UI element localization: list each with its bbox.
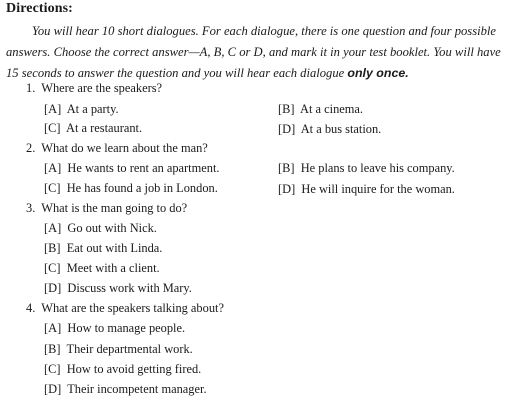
option-letter: A bbox=[48, 102, 58, 116]
question-text: What do we learn about the man? bbox=[41, 141, 208, 155]
option-2d[interactable]: [D] He will inquire for the woman. bbox=[278, 182, 455, 196]
option-text: He wants to rent an apartment. bbox=[67, 161, 220, 175]
option-4c[interactable]: [C] How to avoid getting fired. bbox=[44, 362, 202, 376]
question-text: What is the man going to do? bbox=[41, 201, 188, 215]
option-text: At a cinema. bbox=[300, 102, 364, 116]
option-text: Eat out with Linda. bbox=[66, 241, 163, 255]
option-letter: D bbox=[48, 382, 58, 396]
option-text: Their departmental work. bbox=[66, 342, 193, 356]
option-letter: C bbox=[48, 121, 57, 135]
question-number: 1. bbox=[26, 81, 36, 95]
option-letter: A bbox=[48, 221, 58, 235]
question-4 bbox=[26, 301, 224, 316]
option-text: How to manage people. bbox=[67, 321, 186, 335]
option-text: He has found a job in London. bbox=[66, 181, 218, 195]
option-text: At a restaurant. bbox=[66, 121, 143, 135]
question-number: 3. bbox=[26, 201, 36, 215]
option-2c[interactable]: [C] He has found a job in London. bbox=[44, 181, 218, 195]
option-letter: B bbox=[48, 342, 57, 356]
option-1d[interactable]: [D] At a bus station. bbox=[278, 122, 382, 136]
option-1b[interactable]: [B] At a cinema. bbox=[278, 102, 364, 116]
directions-heading: Directions: bbox=[6, 1, 73, 16]
question-1 bbox=[26, 81, 162, 96]
option-letter: D bbox=[282, 182, 292, 196]
question-number: 4. bbox=[26, 301, 36, 315]
option-text: He plans to leave his company. bbox=[300, 161, 455, 175]
option-4b[interactable]: [B] Their departmental work. bbox=[44, 342, 193, 356]
option-3d[interactable]: [D] Discuss work with Mary. bbox=[44, 281, 192, 295]
option-letter: A bbox=[48, 161, 58, 175]
question-text: What are the speakers talking about? bbox=[41, 301, 224, 315]
option-letter: C bbox=[48, 362, 57, 376]
directions-body: You will hear 10 short dialogues. For each dialogue, there is one question and four possible answers. Choose the correct answer—A, B, C or D, and mark it in your test booklet. You will have 15 seconds to answer the question and you will hear each dialogue bbox=[6, 24, 501, 80]
option-text: Their incompetent manager. bbox=[67, 382, 207, 396]
option-2b[interactable]: [B] He plans to leave his company. bbox=[278, 161, 455, 175]
option-text: At a bus station. bbox=[300, 122, 382, 136]
directions-text bbox=[6, 21, 502, 84]
option-3c[interactable]: [C] Meet with a client. bbox=[44, 261, 160, 275]
option-text: Discuss work with Mary. bbox=[67, 281, 192, 295]
option-letter: A bbox=[48, 321, 58, 335]
option-text: How to avoid getting fired. bbox=[66, 362, 202, 376]
question-3 bbox=[26, 201, 187, 216]
option-1c[interactable]: [C] At a restaurant. bbox=[44, 121, 143, 135]
option-letter: D bbox=[48, 281, 58, 295]
question-text: Where are the speakers? bbox=[41, 81, 163, 95]
option-2a[interactable]: [A] He wants to rent an apartment. bbox=[44, 161, 220, 175]
option-3b[interactable]: [B] Eat out with Linda. bbox=[44, 241, 163, 255]
option-text: At a party. bbox=[66, 102, 119, 116]
option-1a[interactable]: [A] At a party. bbox=[44, 102, 119, 116]
question-number: 2. bbox=[26, 141, 36, 155]
option-letter: B bbox=[282, 161, 291, 175]
option-letter: D bbox=[282, 122, 292, 136]
option-text: Meet with a client. bbox=[66, 261, 160, 275]
option-text: Go out with Nick. bbox=[67, 221, 157, 235]
option-4a[interactable]: [A] How to manage people. bbox=[44, 321, 186, 335]
option-3a[interactable]: [A] Go out with Nick. bbox=[44, 221, 157, 235]
question-2 bbox=[26, 141, 208, 156]
option-letter: C bbox=[48, 261, 57, 275]
option-text: He will inquire for the woman. bbox=[301, 182, 455, 196]
option-letter: B bbox=[282, 102, 291, 116]
option-letter: C bbox=[48, 181, 57, 195]
directions-emphasis: only once. bbox=[347, 66, 409, 80]
option-4d[interactable]: [D] Their incompetent manager. bbox=[44, 382, 207, 396]
option-letter: B bbox=[48, 241, 57, 255]
